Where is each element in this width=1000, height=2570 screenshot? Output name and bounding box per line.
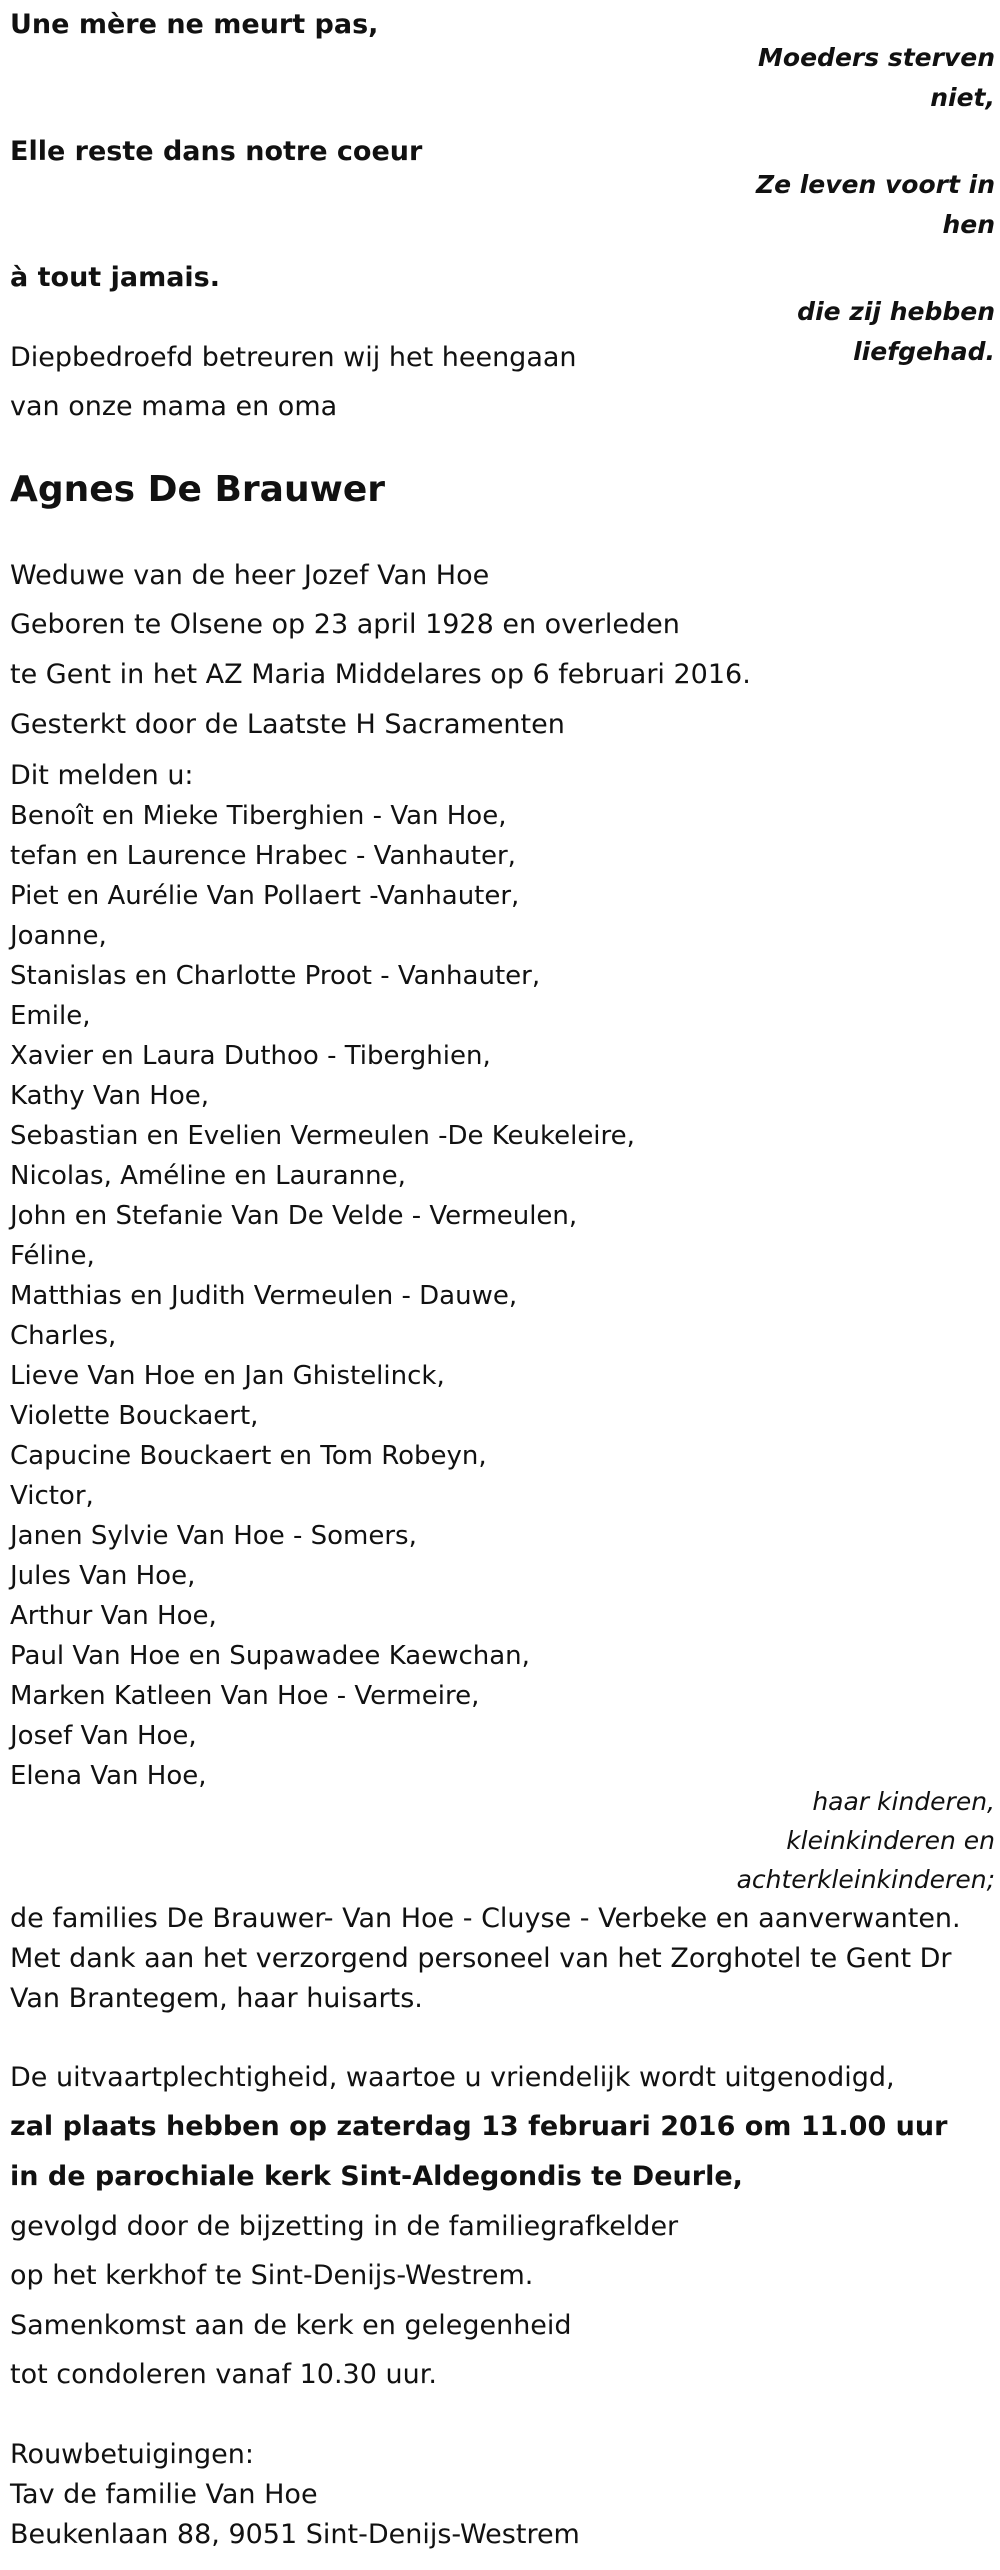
poem-nl-line-2: niet, — [930, 83, 995, 112]
poem-nl-line-4: hen — [942, 210, 995, 239]
families-line-3: Van Brantegem, haar huisarts. — [10, 1983, 423, 2014]
funeral-burial: gevolgd door de bijzetting in de familiegrafkelder — [10, 2211, 679, 2242]
relation-line-3: achterkleinkinderen; — [736, 1865, 995, 1894]
funeral-gathering: Samenkomst aan de kerk en gelegenheid — [10, 2310, 572, 2341]
list-item: Emile, — [10, 1001, 91, 1031]
families-line-1: de families De Brauwer- Van Hoe - Cluyse - Verbeke en aanverwanten. — [10, 1903, 961, 1934]
condolences-address: Beukenlaan 88, 9051 Sint-Denijs-Westrem — [10, 2519, 580, 2550]
relation-line-1: haar kinderen, — [812, 1787, 995, 1816]
poem-fr-line-2: Elle reste dans notre coeur — [10, 136, 423, 167]
list-item: Capucine Bouckaert en Tom Robeyn, — [10, 1441, 487, 1471]
deceased-name: Agnes De Brauwer — [10, 469, 386, 510]
list-item: Nicolas, Améline en Lauranne, — [10, 1161, 406, 1191]
list-item: Lieve Van Hoe en Jan Ghistelinck, — [10, 1361, 445, 1391]
poem-nl-line-6: liefgehad. — [853, 337, 995, 366]
list-item: Arthur Van Hoe, — [10, 1601, 217, 1631]
poem-fr-line-1: Une mère ne meurt pas, — [10, 9, 379, 40]
intro-line-1: Diepbedroefd betreuren wij het heengaan — [10, 342, 577, 373]
list-item: Janen Sylvie Van Hoe - Somers, — [10, 1521, 417, 1551]
poem-nl-line-5: die zij hebben — [797, 297, 995, 326]
condolences-addressee: Tav de familie Van Hoe — [10, 2479, 318, 2510]
list-item: Xavier en Laura Duthoo - Tiberghien, — [10, 1041, 491, 1071]
detail-widow: Weduwe van de heer Jozef Van Hoe — [10, 560, 490, 591]
list-item: Féline, — [10, 1241, 95, 1271]
list-item: tefan en Laurence Hrabec - Vanhauter, — [10, 841, 516, 871]
poem-nl-line-3: Ze leven voort in — [755, 170, 995, 199]
detail-sacraments: Gesterkt door de Laatste H Sacramenten — [10, 709, 565, 740]
list-item: Charles, — [10, 1321, 117, 1351]
detail-born: Geboren te Olsene op 23 april 1928 en overleden — [10, 609, 680, 640]
list-item: Violette Bouckaert, — [10, 1401, 259, 1431]
poem-fr-line-3: à tout jamais. — [10, 262, 221, 293]
funeral-date: zal plaats hebben op zaterdag 13 februari 2016 om 11.00 uur — [10, 2111, 948, 2142]
list-item: Marken Katleen Van Hoe - Vermeire, — [10, 1681, 480, 1711]
list-item: Joanne, — [10, 921, 107, 951]
list-item: Josef Van Hoe, — [10, 1721, 197, 1751]
poem-nl-line-1: Moeders sterven — [758, 43, 995, 72]
list-item: Victor, — [10, 1481, 94, 1511]
intro-line-2: van onze mama en oma — [10, 391, 338, 422]
list-item: John en Stefanie Van De Velde - Vermeulen, — [10, 1201, 578, 1231]
list-item: Benoît en Mieke Tiberghien - Van Hoe, — [10, 801, 507, 831]
list-item: Elena Van Hoe, — [10, 1761, 207, 1791]
funeral-church: in de parochiale kerk Sint-Aldegondis te Deurle, — [10, 2161, 743, 2192]
list-item: Jules Van Hoe, — [10, 1561, 196, 1591]
list-item: Matthias en Judith Vermeulen - Dauwe, — [10, 1281, 518, 1311]
detail-died: te Gent in het AZ Maria Middelares op 6 februari 2016. — [10, 659, 751, 690]
funeral-cemetery: op het kerkhof te Sint-Denijs-Westrem. — [10, 2260, 534, 2291]
list-item: Stanislas en Charlotte Proot - Vanhauter, — [10, 961, 541, 991]
list-item: Paul Van Hoe en Supawadee Kaewchan, — [10, 1641, 530, 1671]
list-item: Sebastian en Evelien Vermeulen -De Keukeleire, — [10, 1121, 635, 1151]
list-item: Piet en Aurélie Van Pollaert -Vanhauter, — [10, 881, 520, 911]
list-item: Kathy Van Hoe, — [10, 1081, 210, 1111]
funeral-invitation: De uitvaartplechtigheid, waartoe u vriendelijk wordt uitgenodigd, — [10, 2062, 895, 2093]
relation-line-2: kleinkinderen en — [786, 1826, 995, 1855]
families-line-2: Met dank aan het verzorgend personeel van het Zorghotel te Gent Dr — [10, 1943, 952, 1974]
funeral-condolence-time: tot condoleren vanaf 10.30 uur. — [10, 2359, 437, 2390]
announce-label: Dit melden u: — [10, 760, 194, 791]
condolences-label: Rouwbetuigingen: — [10, 2439, 254, 2470]
